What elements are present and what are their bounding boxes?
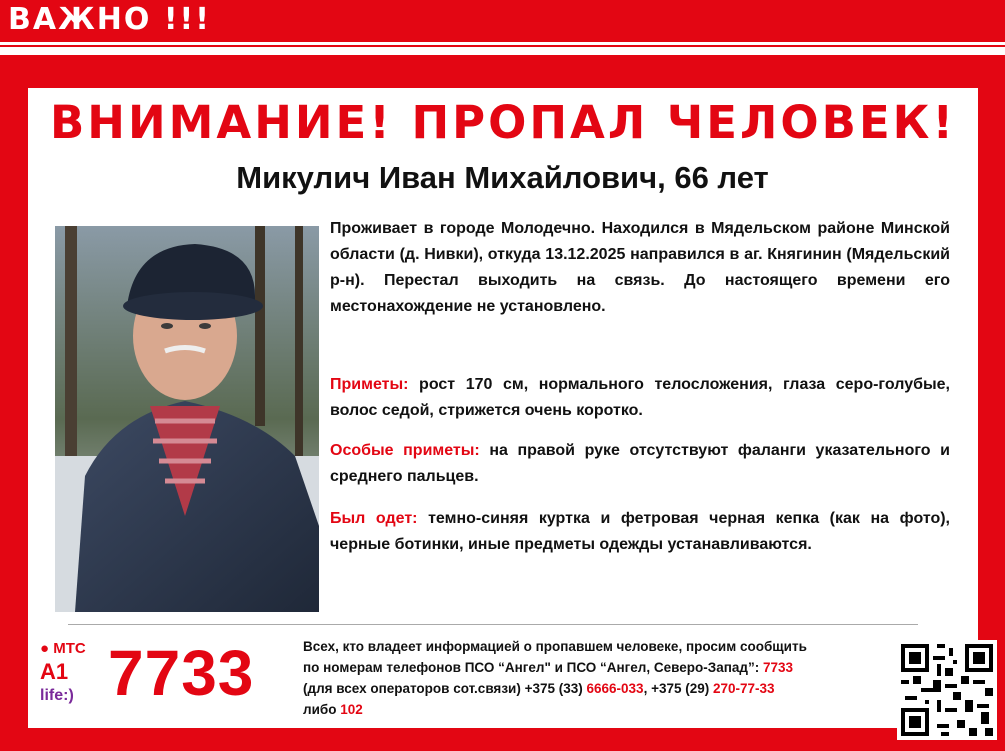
contact-info <box>303 636 893 720</box>
clothing-label: Был одет: <box>330 510 418 527</box>
phone-a1: 270-77-33 <box>712 681 775 696</box>
clothing-paragraph <box>330 506 950 558</box>
phone-102: 102 <box>340 702 363 717</box>
person-name: Микулич Иван Михайлович, 66 лет <box>236 160 769 195</box>
life-logo: life:) <box>40 687 74 704</box>
top-banner <box>0 0 1005 50</box>
phone-7733: 7733 <box>762 660 793 675</box>
contact-line-1: Всех, кто владеет информацией о пропавшем человеке, просим сообщить <box>303 639 807 654</box>
footer-divider <box>68 624 918 625</box>
signs-label: Приметы: <box>330 376 409 393</box>
signs-paragraph <box>330 372 950 424</box>
headline: ВНИМАНИЕ! ПРОПАЛ ЧЕЛОВЕК! <box>50 96 956 149</box>
phone-mts: 6666-033 <box>586 681 644 696</box>
operator-logos <box>40 640 110 705</box>
a1-logo: A1 <box>40 659 69 684</box>
short-number: 7733 <box>108 637 255 709</box>
person-photo <box>55 226 319 612</box>
contact-line-2: по номерам телефонов ПСО “Ангел" и ПСО “Ангел, Северо-Запад”: 7733 <box>303 660 793 675</box>
banner-title: ВАЖНО !!! <box>8 2 211 37</box>
contact-line-3: (для всех операторов сот.связи) +375 (33) 6666-033, +375 (29) 270-77-33 <box>303 681 775 696</box>
special-signs-label: Особые приметы: <box>330 442 480 459</box>
mts-logo: ● МТС <box>40 640 86 657</box>
special-signs-paragraph <box>330 438 950 490</box>
banner-stripe <box>0 42 1005 45</box>
contact-line-4: либо 102 <box>303 702 363 717</box>
special-signs-text: на правой руке отсутствуют фаланги указательного и среднего пальцев. <box>330 442 950 485</box>
clothing-text: темно-синяя куртка и фетровая черная кепка (как на фото), черные ботинки, иные предметы одежды устанавливаются. <box>330 510 950 553</box>
signs-text: рост 170 см, нормального телосложения, глаза серо-голубые, волос седой, стрижется очень коротко. <box>330 376 950 419</box>
qr-code[interactable] <box>897 640 997 740</box>
description-paragraph: Проживает в городе Молодечно. Находился в Мядельском районе Минской области (д. Нивки), откуда 13.12.2025 направился в аг. Княгинин (Мядельский р-н). Перестал выходить на связь. До настоящего времени его местонахождение не установлено. <box>330 220 950 315</box>
